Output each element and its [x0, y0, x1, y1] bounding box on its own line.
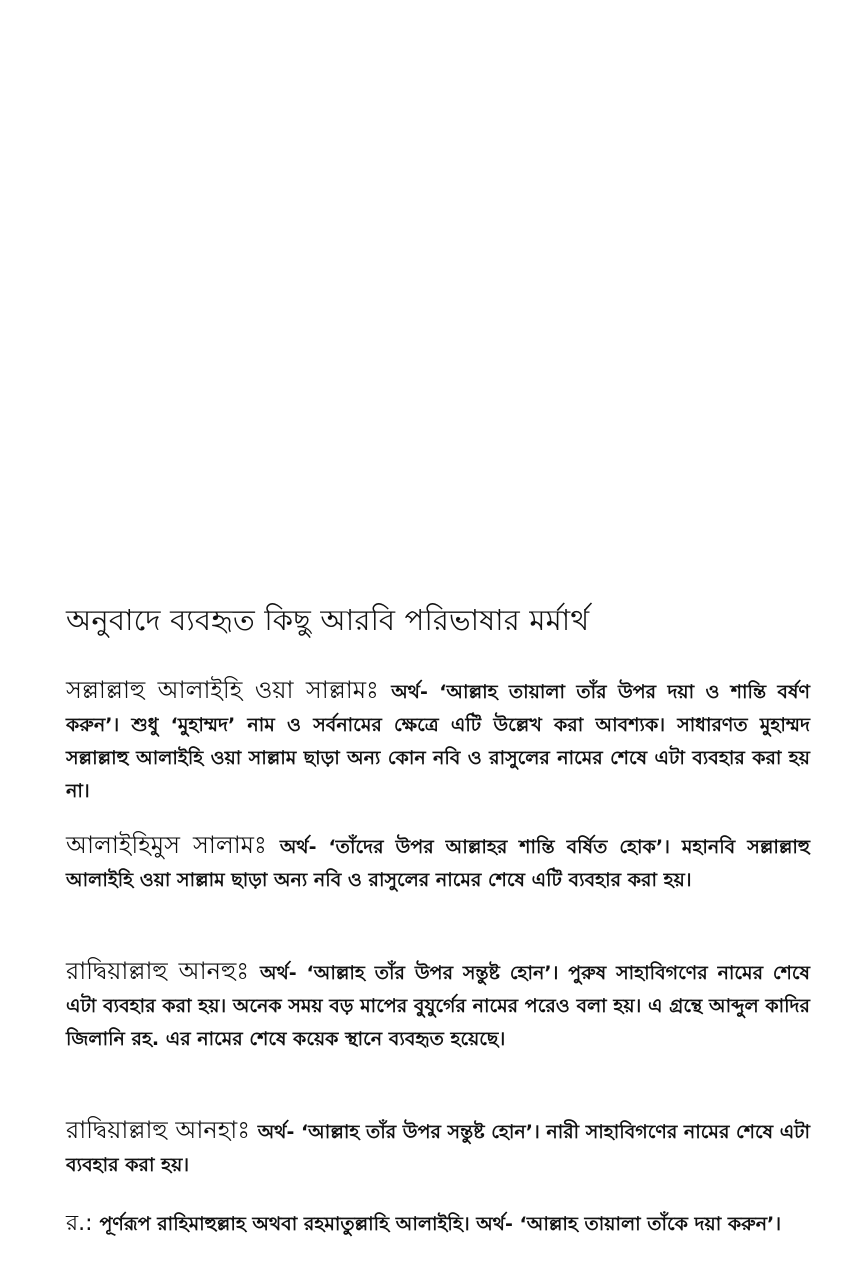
glossary-term: আলাইহিমুস সালামঃ [66, 831, 280, 859]
glossary-definition: অর্থ- ‘আল্লাহ তাঁর উপর সন্তুষ্ট হোন’। পুরুষ সাহাবিগণের নামের শেষে এটা ব্যবহার করা হয়। অনেক সময় বড় মাপের বুযুর্গের নামের পরেও বলা হয়। এ গ্রন্থে আব্দুল কাদির জিলানি রহ. এর নামের শেষে কয়েক স্থানে ব্যবহৃত হয়েছে। [66, 962, 810, 1050]
glossary-entry [66, 1114, 810, 1182]
glossary-entry [66, 1207, 810, 1241]
glossary-definition: অর্থ- ‘আল্লাহ তাঁর উপর সন্তুষ্ট হোন’। নারী সাহাবিগণের নামের শেষে এটা ব্যবহার করা হয়। [66, 1121, 811, 1176]
section-heading: অনুবাদে ব্যবহৃত কিছু আরবি পরিভাষার মর্মার্থ [66, 603, 590, 637]
glossary-term: রাদ্বিয়াল্লাহু আনহুঃ [66, 957, 260, 985]
glossary-definition: পূর্ণরূপ রাহিমাহুল্লাহ অথবা রহমাতুল্লাহি আলাইহি। অর্থ- ‘আল্লাহ তায়ালা তাঁকে দয়া করুন’। [99, 1213, 782, 1235]
glossary-term: রাদ্বিয়াল্লাহু আনহাঃ [66, 1116, 258, 1144]
glossary-entry [66, 674, 810, 808]
glossary-term: সল্লাল্লাহু আলাইহি ওয়া সাল্লামঃ [66, 676, 392, 704]
glossary-definition: অর্থ- ‘তাঁদের উপর আল্লাহর শান্তি বর্ষিত হোক’। মহানবি সল্লাল্লাহু আলাইহি ওয়া সাল্লাম ছাড়া অন্য নবি ও রাসুলের নামের শেষে এটি ব্যবহার করা হয়। [66, 836, 810, 891]
glossary-entry [66, 955, 810, 1056]
glossary-term: র.: [66, 1211, 100, 1236]
glossary-entry [66, 829, 810, 897]
glossary-definition: অর্থ- ‘আল্লাহ তায়ালা তাঁর উপর দয়া ও শান্তি বর্ষণ করুন’। শুধু ‘মুহাম্মদ’ নাম ও সর্বনামের ক্ষেত্রে এটি উল্লেখ করা আবশ্যক। সাধারণত মুহাম্মদ সল্লাল্লাহু আলাইহি ওয়া সাল্লাম ছাড়া অন্য কোন নবি ও রাসুলের নামের শেষে এটা ব্যবহার করা হয় না। [66, 681, 810, 802]
